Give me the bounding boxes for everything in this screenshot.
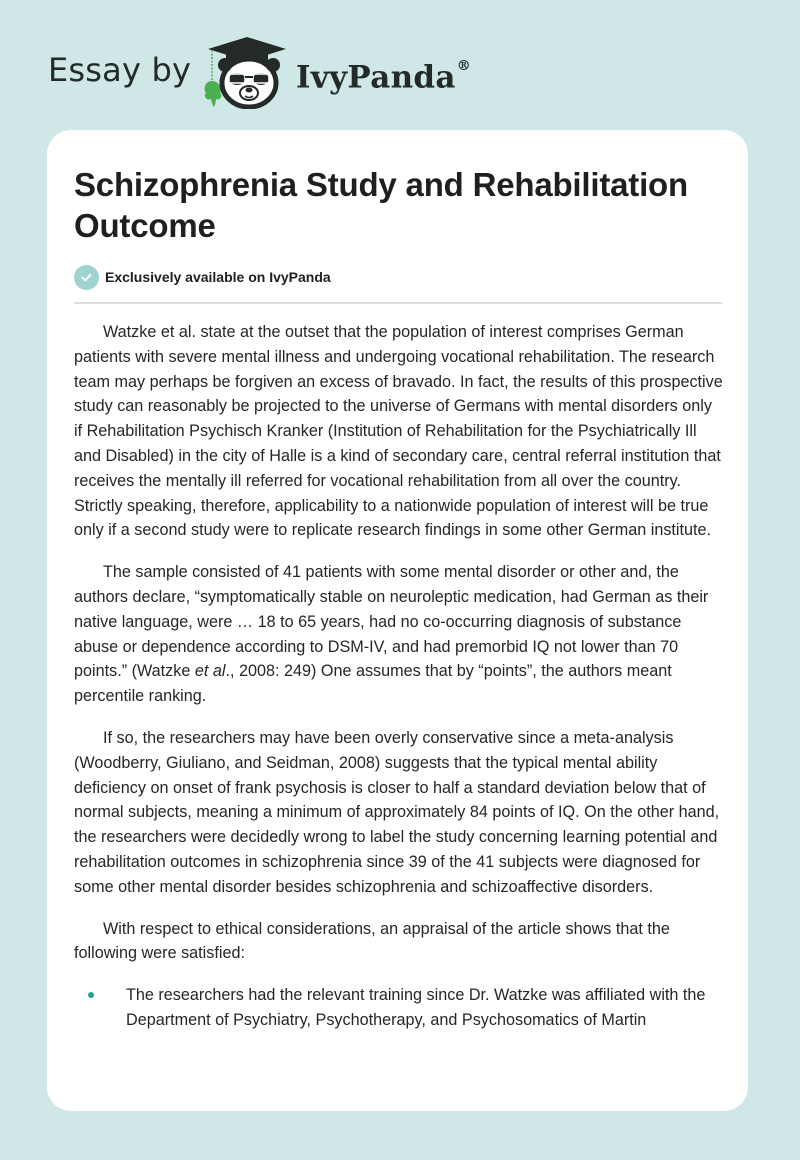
bullet-icon — [88, 992, 94, 998]
registered-mark: ® — [456, 58, 472, 74]
exclusive-badge-label: Exclusively available on IvyPanda — [105, 269, 331, 285]
paragraph-italic: et al — [194, 662, 226, 681]
essay-card — [47, 130, 748, 1111]
paragraph: If so, the researchers may have been overly conservative since a meta-analysis (Woodberry, Giuliano, and Seidman, 2008) suggests that the typical mental ability deficiency on onset of frank psychosis is closer to half a standard deviation below that of normal subjects, meaning a minimum of approximately 84 points of IQ. On the other hand, the researchers were decidedly wrong to label the study concerning learning potential and rehabilitation outcomes in schizophrenia since 39 of the 41 subjects were diagnosed for some other mental disorder besides schizophrenia and schizoaffective disorders. — [74, 728, 720, 896]
paragraph: Watzke et al. state at the outset that the population of interest comprises German patients with severe mental illness and undergoing vocational rehabilitation. The research team may perhaps be forgiven an excess of bravado. In fact, the results of this prospective study can reasonably be projected to the universe of Germans with mental disorders only if Rehabilitation Psychisch Kranker (Institution of Rehabilitation for the Psychiatrically Ill and Disabled) in the city of Halle is a kind of secondary care, central referral institution that receives the mentally ill referred for vocational rehabilitation from all over the country. Strictly speaking, therefore, applicability to a nationwide population of interest will be true only if a second study were to replicate research findings in some other German institute. — [74, 323, 723, 540]
list-item-text: The researchers had the relevant training since Dr. Watzke was affiliated with the Department of Psychiatry, Psychotherapy, and Psychosomatics of Martin — [126, 986, 706, 1029]
paragraph-text: The sample consisted of 41 patients with some mental disorder or other and, the authors declare, “symptomatically stable on neuroleptic medication, had German as their native language, were … 18 to 65 years, had no co-occurring diagnosis of substance abuse or dependence according to DSM-IV, and had premorbid IQ not lower than 70 points.” (Watzke — [74, 563, 709, 681]
paragraph: With respect to ethical considerations, an appraisal of the article shows that the following were satisfied: — [74, 919, 670, 963]
essay-body — [74, 320, 724, 1033]
ethics-list — [74, 983, 724, 1033]
brand-header — [0, 0, 800, 120]
list-item — [74, 983, 724, 1033]
page-title: Schizophrenia Study and Rehabilitation Outcome — [74, 166, 688, 244]
brand-wordmark[interactable] — [296, 52, 471, 97]
paragraph-text: ., 2008: 249) One assumes that by “points”, the authors meant percentile ranking. — [74, 662, 672, 706]
essay-by-label: Essay by — [48, 51, 192, 89]
check-circle-icon — [74, 265, 99, 290]
paragraph — [74, 560, 724, 709]
exclusive-badge — [74, 264, 331, 290]
brand-name: IvyPanda — [296, 59, 456, 96]
title-divider — [74, 302, 722, 304]
panda-graduate-icon[interactable] — [200, 35, 292, 109]
